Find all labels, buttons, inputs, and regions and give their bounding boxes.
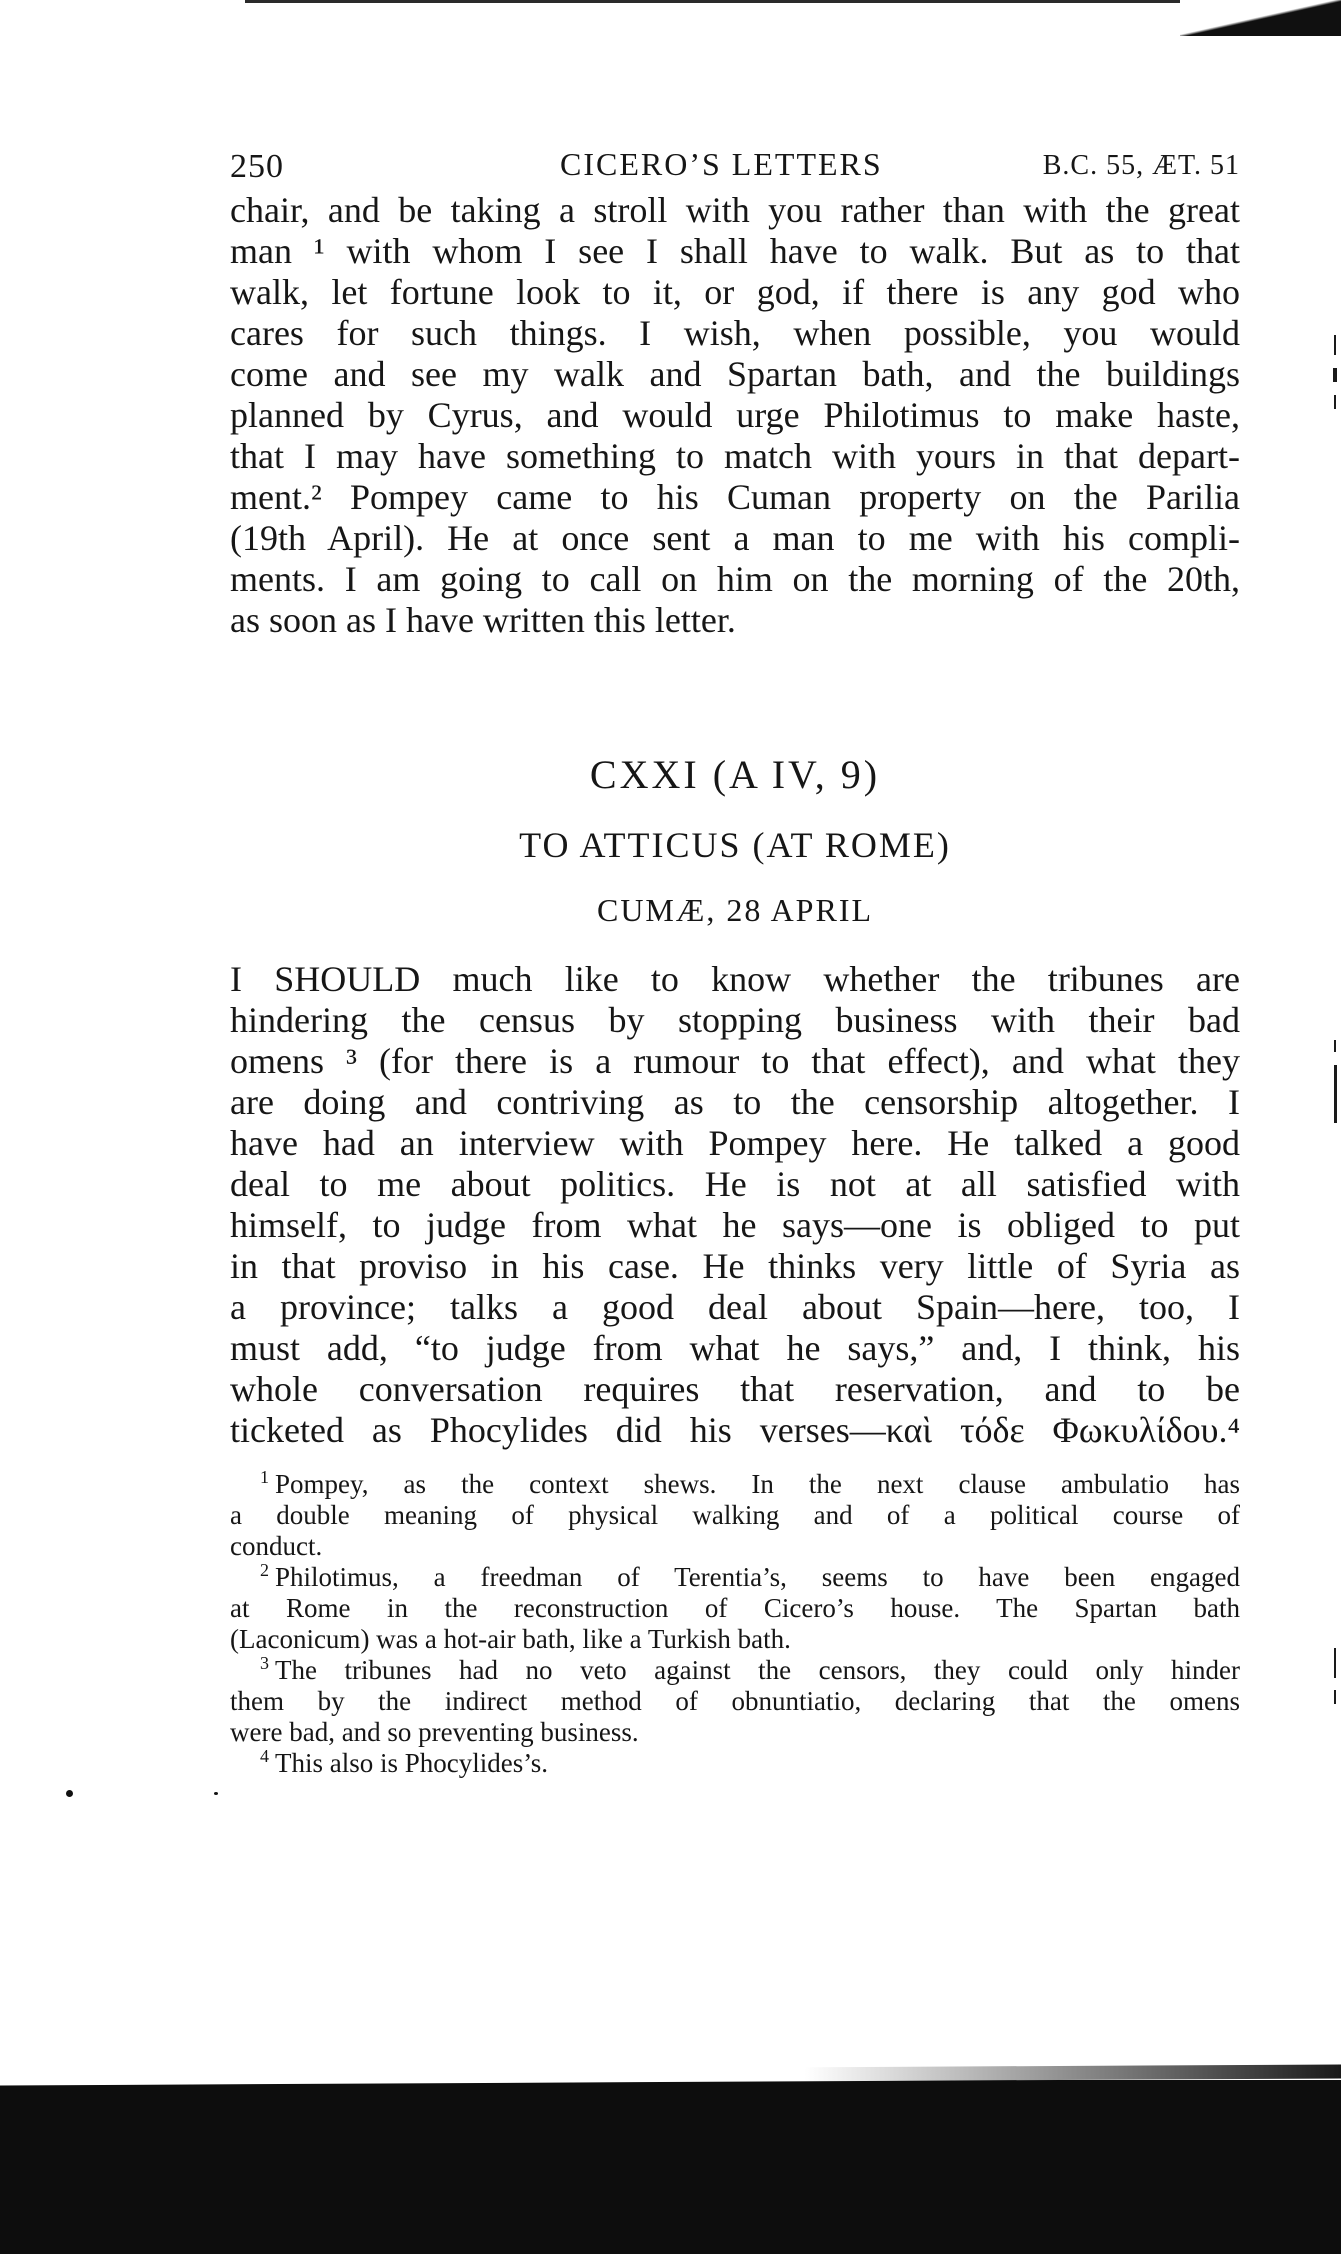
letter-body	[230, 959, 1240, 1451]
footnote-line: a double meaning of physical walking and of a political course of	[230, 1500, 1240, 1530]
text-line: hindering the census by stopping business with their bad	[230, 1000, 1240, 1040]
text-line: man ¹ with whom I see I shall have to walk. But as to that	[230, 231, 1240, 271]
text-line: must add, “to judge from what he says,” and, I think, his	[230, 1328, 1240, 1368]
text-line: himself, to judge from what he says—one is obliged to put	[230, 1205, 1240, 1245]
margin-scan-mark	[1334, 1690, 1336, 1704]
margin-scan-mark	[1334, 335, 1336, 355]
footnote-number: 4	[260, 1746, 269, 1766]
footnote-number: 1	[260, 1467, 269, 1487]
margin-scan-mark	[1333, 368, 1337, 382]
running-title: CICERO’S LETTERS	[560, 146, 883, 182]
footnotes	[230, 1469, 1240, 1779]
book-page	[230, 140, 1240, 1779]
text-line: planned by Cyrus, and would urge Philotimus to make haste,	[230, 395, 1240, 435]
text-line-first	[230, 959, 1240, 1000]
scan-bottom-shadow	[0, 2080, 1341, 2254]
footnote-line	[230, 1562, 1240, 1593]
text-line: whole conversation requires that reservation, and to be	[230, 1369, 1240, 1409]
footnote-2	[230, 1562, 1240, 1655]
footnote-line: were bad, and so preventing business.	[230, 1717, 639, 1747]
text-line: ments. I am going to call on him on the morning of the 20th,	[230, 559, 1240, 599]
footnote-line: at Rome in the reconstruction of Cicero’s house. The Spartan bath	[230, 1593, 1240, 1623]
margin-scan-mark	[1334, 1065, 1337, 1123]
text-line: omens ³ (for there is a rumour to that effect), and what they	[230, 1041, 1240, 1081]
footnote-text: This also is Phocylides’s.	[275, 1748, 549, 1778]
running-head	[230, 140, 1240, 190]
footnote-4	[230, 1748, 1240, 1779]
text-line: come and see my walk and Spartan bath, and the buildings	[230, 354, 1240, 394]
text-line-rest: much like to know whether the tribunes are	[420, 959, 1240, 999]
margin-scan-mark	[1334, 395, 1336, 409]
text-line: that I may have something to match with yours in that depart-	[230, 436, 1240, 476]
text-line: as soon as I have written this letter.	[230, 600, 736, 640]
footnote-number: 3	[260, 1653, 269, 1673]
margin-scan-mark	[1334, 1040, 1336, 1052]
text-line: ticketed as Phocylides did his verses—καὶ τόδε Φωκυλίδου.⁴	[230, 1410, 1240, 1450]
text-line: (19th April). He at once sent a man to me with his compli-	[230, 518, 1240, 558]
text-line: deal to me about politics. He is not at all satisfied with	[230, 1164, 1240, 1204]
letter-number-heading: CXXI (A IV, 9)	[589, 752, 881, 797]
opening-paragraph	[230, 190, 1240, 641]
footnote-text: Philotimus, a freedman of Terentia’s, seems to have been engaged	[275, 1562, 1240, 1592]
top-page-edge-rule	[245, 0, 1320, 3]
text-line: a province; talks a good deal about Spain—here, too, I	[230, 1287, 1240, 1327]
footnote-3	[230, 1655, 1240, 1748]
margin-dot	[214, 1792, 218, 1795]
text-line: ment.² Pompey came to his Cuman property on the Parilia	[230, 477, 1240, 517]
footnote-text: Pompey, as the context shews. In the next clause ambulatio has	[275, 1469, 1240, 1499]
margin-scan-mark	[1334, 1648, 1336, 1678]
margin-dot	[66, 1790, 73, 1797]
text-line: have had an interview with Pompey here. He talked a good	[230, 1123, 1240, 1163]
page-number: 250	[230, 148, 284, 185]
text-line: are doing and contriving as to the censorship altogether. I	[230, 1082, 1240, 1122]
footnote-number: 2	[260, 1560, 269, 1580]
scan-corner-shadow	[1180, 0, 1341, 36]
text-line: cares for such things. I wish, when possible, you would	[230, 313, 1240, 353]
letter-addressee-heading: TO ATTICUS (AT ROME)	[519, 825, 951, 865]
footnote-line	[230, 1469, 1240, 1500]
footnote-line	[230, 1748, 1240, 1779]
footnote-line: conduct.	[230, 1531, 323, 1561]
running-date: B.C. 55, ÆT. 51	[1042, 150, 1240, 181]
text-line: walk, let fortune look to it, or god, if there is any god who	[230, 272, 1240, 312]
opening-word: I SHOULD	[230, 959, 421, 999]
letter-place-date: CUMÆ, 28 APRIL	[596, 892, 874, 928]
footnote-text: The tribunes had no veto against the censors, they could only hinder	[275, 1655, 1240, 1685]
text-line: in that proviso in his case. He thinks very little of Syria as	[230, 1246, 1240, 1286]
text-line: chair, and be taking a stroll with you rather than with the great	[230, 190, 1240, 230]
footnote-line: them by the indirect method of obnuntiatio, declaring that the omens	[230, 1686, 1240, 1716]
footnote-line: (Laconicum) was a hot-air bath, like a Turkish bath.	[230, 1624, 791, 1654]
footnote-line	[230, 1655, 1240, 1686]
footnote-1	[230, 1469, 1240, 1562]
